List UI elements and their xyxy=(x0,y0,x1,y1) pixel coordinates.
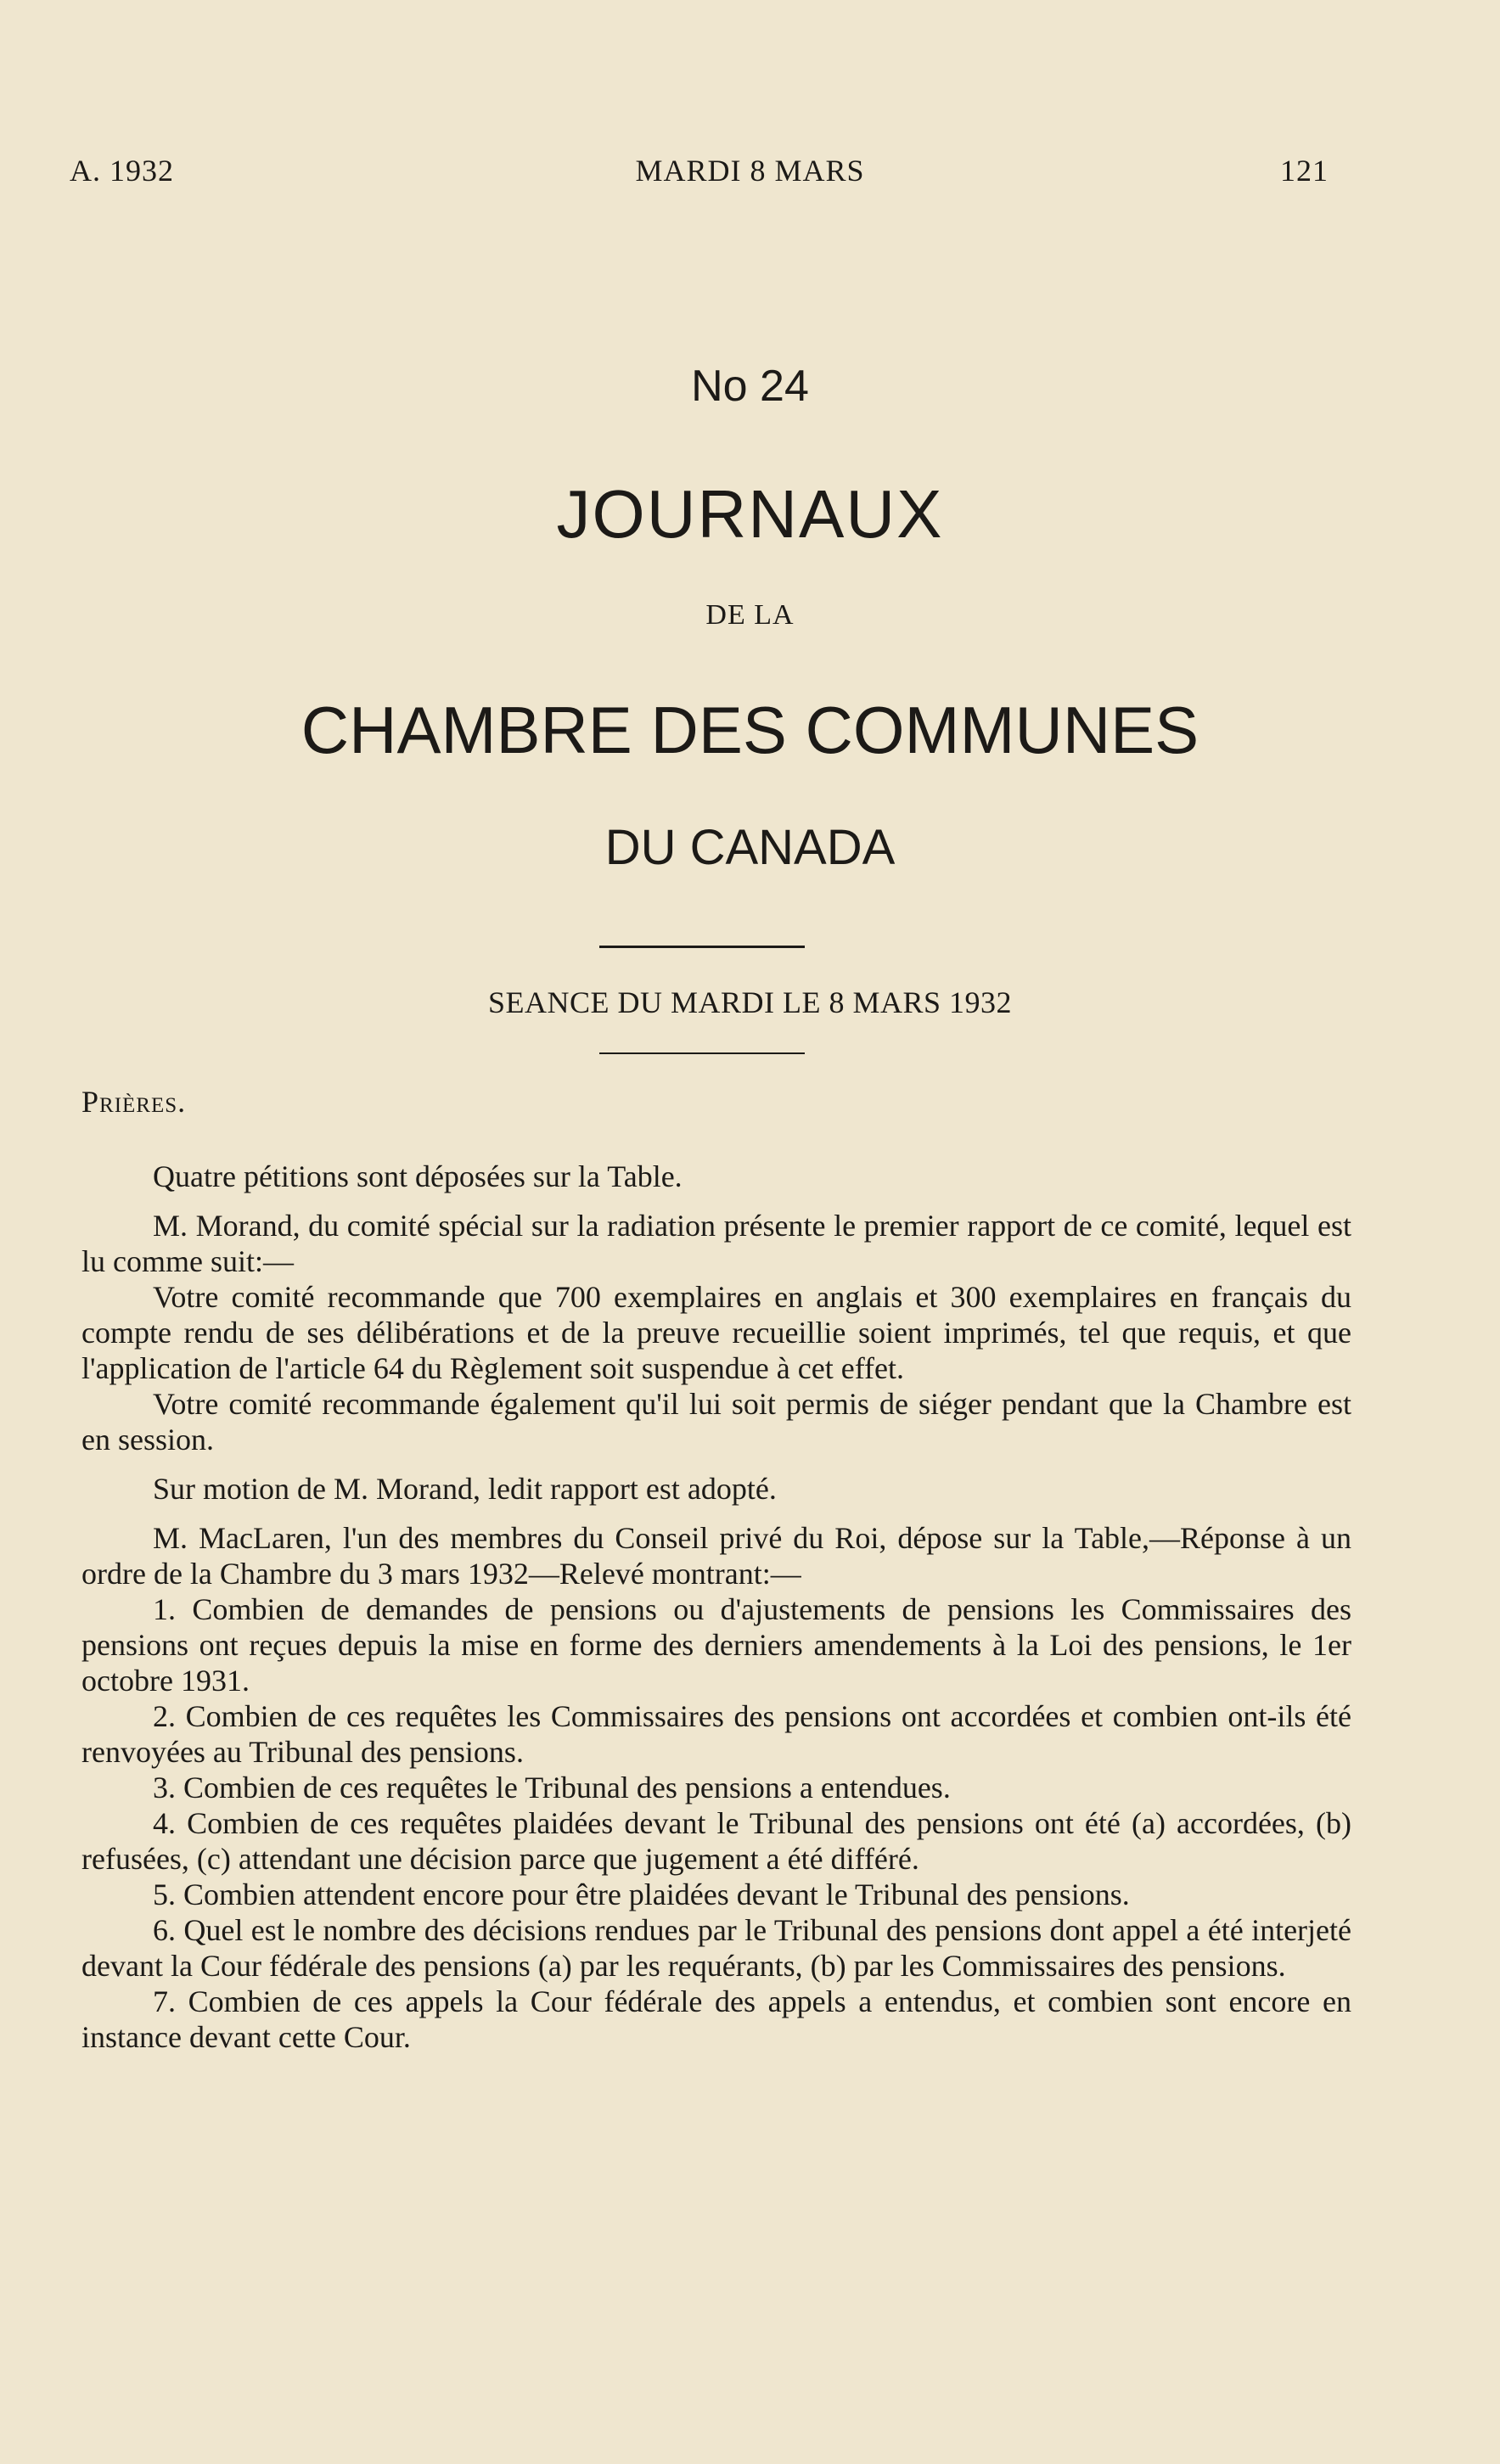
paragraph: M. Morand, du comité spécial sur la radiation présente le premier rapport de ce comité, lequel est lu comme suit:— xyxy=(81,1209,1351,1278)
paragraph: M. MacLaren, l'un des membres du Conseil privé du Roi, dépose sur la Table,—Réponse à un ordre de la Chambre du 3 mars 1932—Relevé montrant:— xyxy=(81,1521,1351,1591)
sitting-heading: SEANCE DU MARDI LE 8 MARS 1932 xyxy=(487,985,1013,1019)
paragraph: Sur motion de M. Morand, ledit rapport est adopté. xyxy=(153,1472,777,1506)
divider-bottom xyxy=(599,1052,805,1054)
paragraph: Quatre pétitions sont déposées sur la Table. xyxy=(153,1159,683,1193)
journal-title: JOURNAUX xyxy=(556,476,944,552)
list-item: 7. Combien de ces appels la Cour fédérale des appels a entendus, et combien sont encore en instance devant cette Cour. xyxy=(81,1984,1351,2054)
chamber-title: CHAMBRE DES COMMUNES xyxy=(301,693,1199,767)
list-item: 2. Combien de ces requêtes les Commissaires des pensions ont accordées et combien ont-ils été renvoyées au Tribunal des pensions. xyxy=(81,1699,1351,1769)
title-connector: DE LA xyxy=(705,599,795,631)
prayers-heading: Prières. xyxy=(81,1085,187,1119)
divider-top xyxy=(599,946,805,948)
list-item: 3. Combien de ces requêtes le Tribunal des pensions a entendues. xyxy=(153,1771,951,1805)
paragraph: Votre comité recommande également qu'il lui soit permis de siéger pendant que la Chambre est en session. xyxy=(81,1387,1351,1457)
header-year: A. 1932 xyxy=(70,154,174,188)
country-title: DU CANADA xyxy=(604,820,896,875)
header-date: MARDI 8 MARS xyxy=(635,154,865,188)
page-number: 121 xyxy=(1280,154,1329,188)
issue-number: No 24 xyxy=(691,362,809,411)
list-item: 5. Combien attendent encore pour être plaidées devant le Tribunal des pensions. xyxy=(153,1877,1130,1911)
running-head xyxy=(0,153,1500,195)
paragraph: Votre comité recommande que 700 exemplaires en anglais et 300 exemplaires en français du compte rendu de ses délibérations et de la preuve recueillie soient imprimés, tel que requis, et que l'application de l'article 64 du Règlement soit suspendue à cet effet. xyxy=(81,1280,1351,1385)
list-item: 1. Combien de demandes de pensions ou d'ajustements de pensions les Commissaires des pensions ont reçues depuis la mise en forme des derniers amendements à la Loi des pensions, le 1er octobre 1931. xyxy=(81,1592,1351,1698)
list-item: 6. Quel est le nombre des décisions rendues par le Tribunal des pensions dont appel a été interjeté devant la Cour fédérale des pensions (a) par les requérants, (b) par les Commissaires des pensions. xyxy=(81,1913,1351,1983)
list-item: 4. Combien de ces requêtes plaidées devant le Tribunal des pensions ont été (a) accordées, (b) refusées, (c) attendant une décision parce que jugement a été différé. xyxy=(81,1806,1351,1876)
journal-body xyxy=(81,1159,1351,2055)
